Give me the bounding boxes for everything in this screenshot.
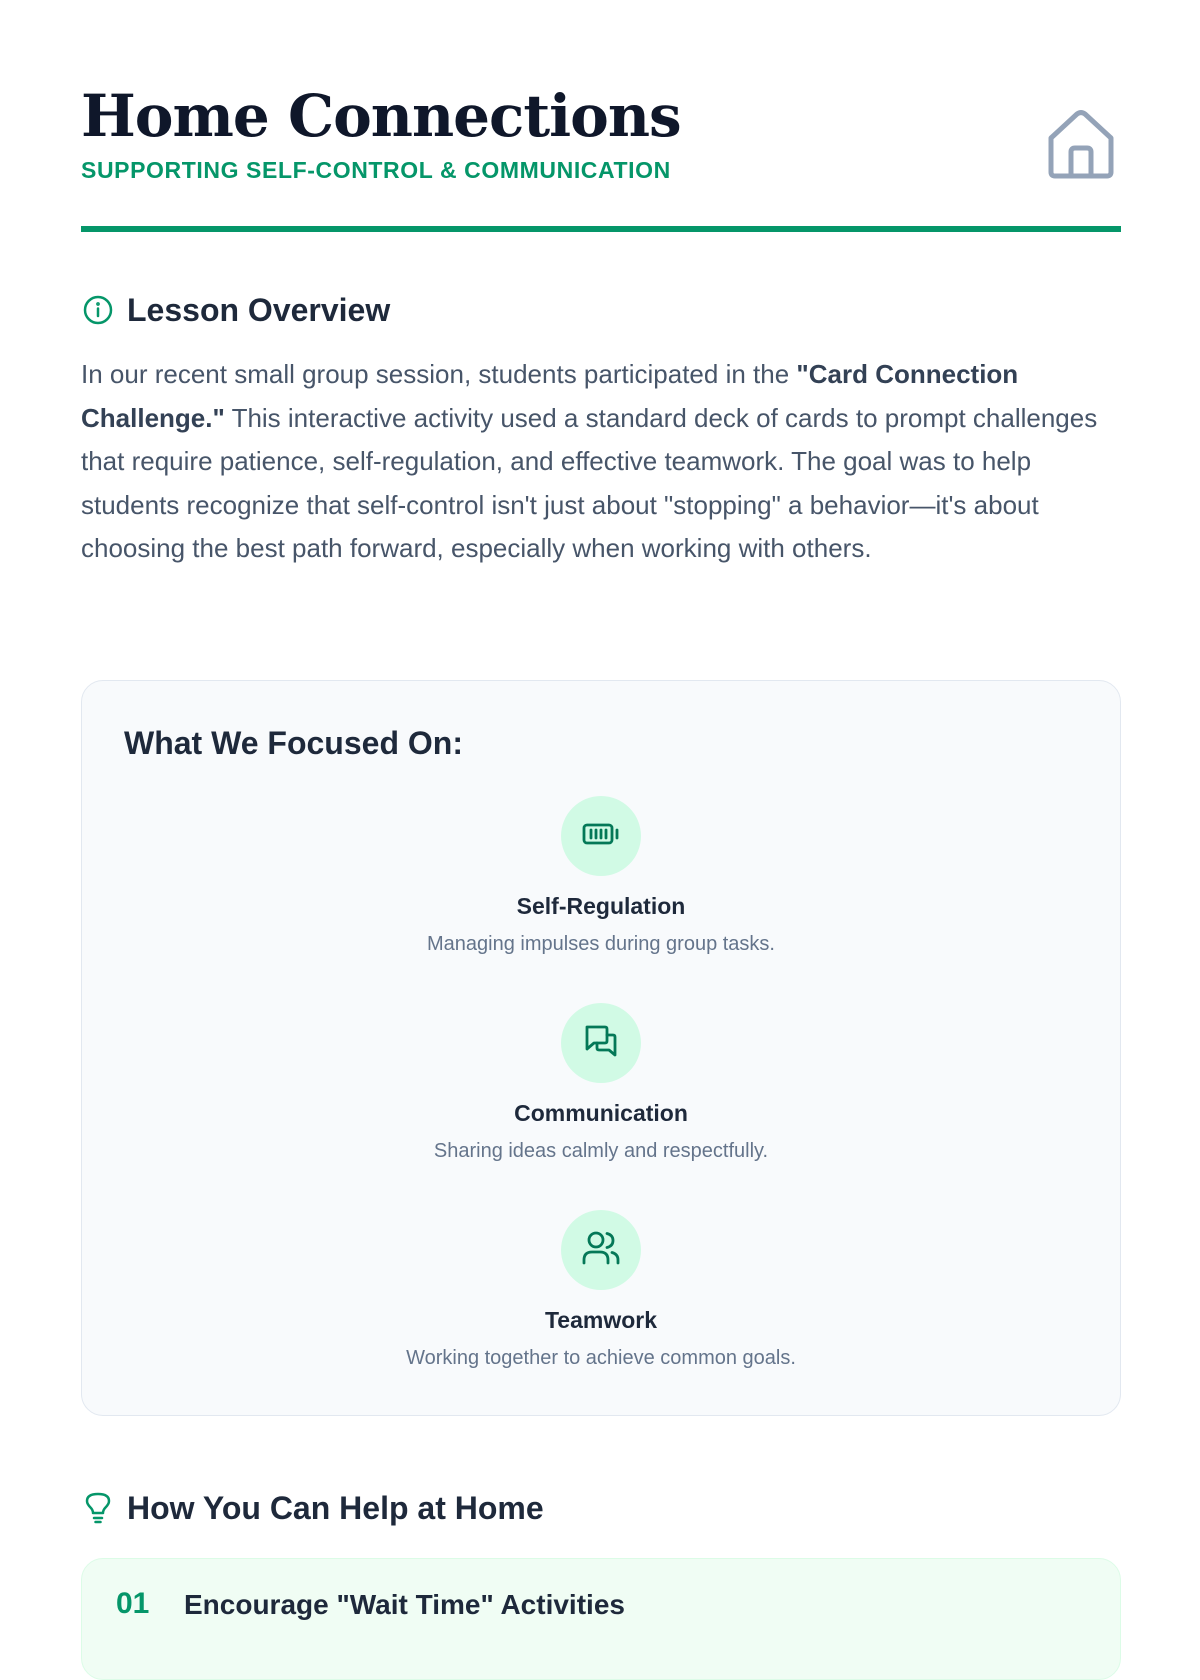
focus-item-teamwork [82,1210,1120,1390]
lesson-overview-text [81,353,1121,571]
overview-text-intro: In our recent small group session, students participated in the [81,359,797,389]
focus-item-self-regulation [82,796,1120,976]
tip-title: Encourage "Wait Time" Activities [184,1589,625,1620]
home-icon [1045,106,1117,182]
focus-item-label: Teamwork [544,1307,658,1333]
help-tip-card [81,1558,1121,1680]
focus-icon-circle [561,796,641,876]
focus-item-description: Sharing ideas calmly and respectfully. [433,1140,769,1162]
page-title: Home Connections [81,82,681,150]
focus-heading: What We Focused On: [124,725,463,761]
tip-number: 01 [116,1587,150,1620]
lightbulb-icon [81,1491,115,1525]
focus-icon-circle [561,1003,641,1083]
focus-icon-circle [561,1210,641,1290]
focus-item-description: Managing impulses during group tasks. [427,933,775,955]
help-at-home-heading [81,1486,1121,1530]
focus-item-label: Communication [514,1100,688,1126]
focus-item-label: Self-Regulation [516,893,686,919]
overview-text-body: This interactive activity used a standard deck of cards to prompt challenges that require patience, self-regulation, and effective teamwork. The goal was to help students recognize that self-control isn't just about "stopping" a behavior—it's about choosing the best path forward, especially when working with others. [81,402,1098,563]
activity-name: "Card Connection Challenge." [81,359,1019,433]
lesson-overview-title: Lesson Overview [127,291,391,328]
battery-icon [581,819,621,854]
users-icon [580,1228,622,1273]
header-divider [81,226,1121,232]
page-subtitle: SUPPORTING SELF-CONTROL & COMMUNICATION [81,157,671,183]
help-at-home-title: How You Can Help at Home [127,1489,544,1526]
info-icon [81,293,115,327]
focus-item-description: Working together to achieve common goals. [406,1347,796,1369]
focus-item-communication [82,1003,1120,1183]
focus-card [81,680,1121,1416]
chat-bubbles-icon [581,1021,621,1066]
lesson-overview-heading [81,288,1121,332]
page-header [81,84,1121,234]
